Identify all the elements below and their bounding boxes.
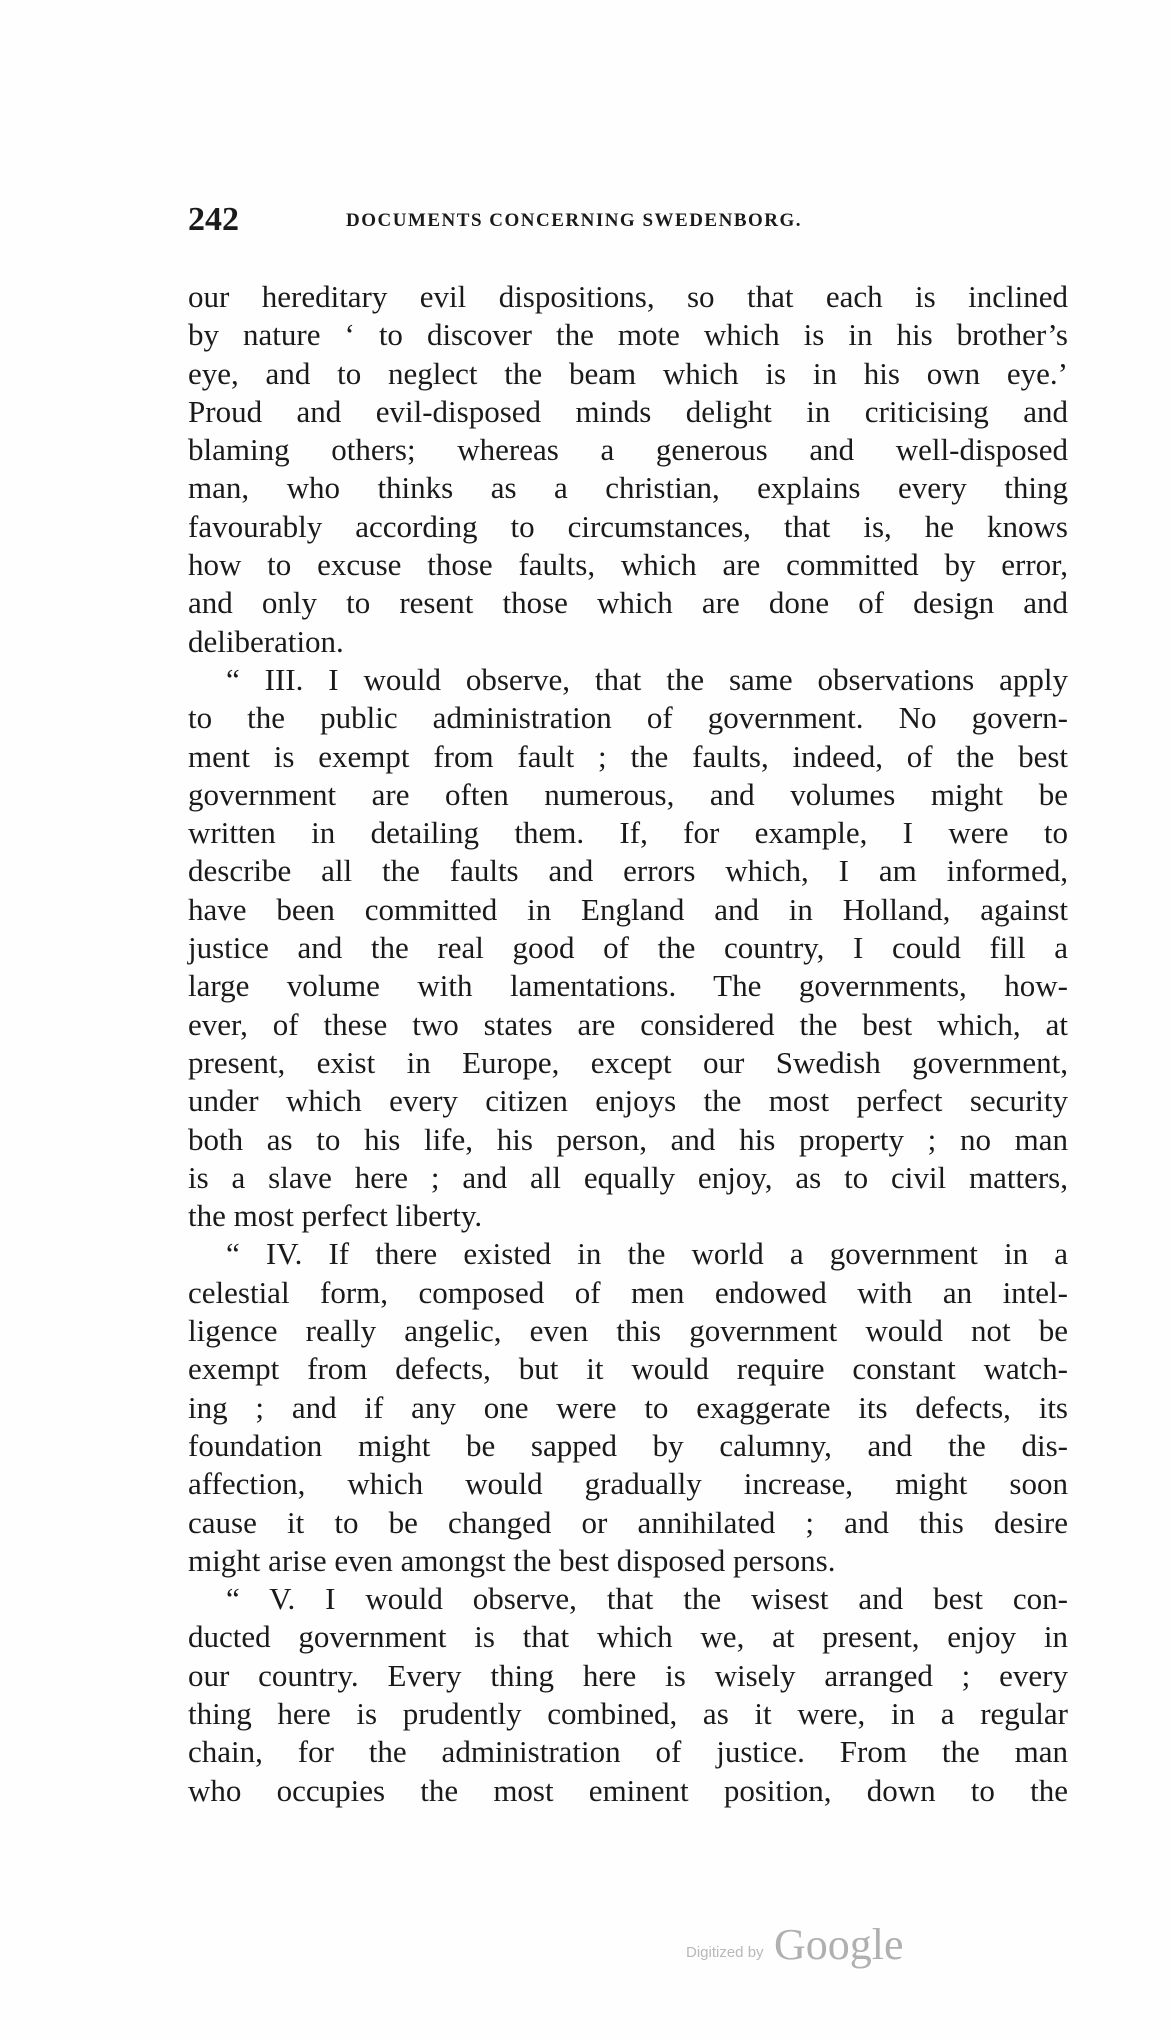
text-line: both as to his life, his person, and his property ; no man xyxy=(188,1121,1068,1157)
text-line: describe all the faults and errors which, I am informed, xyxy=(188,853,1068,889)
text-line: ment is exempt from fault ; the faults, indeed, of the best xyxy=(188,738,1068,774)
page-number: 242 xyxy=(188,201,239,238)
text-line: deliberation. xyxy=(188,623,344,659)
text-line: and only to resent those which are done of design and xyxy=(188,585,1068,621)
text-line: ever, of these two states are considered the best which, at xyxy=(188,1006,1068,1042)
body-text xyxy=(188,278,1068,1810)
text-line: affection, which would gradually increase, might soon xyxy=(188,1466,1068,1502)
text-line: justice and the real good of the country, I could fill a xyxy=(188,930,1068,966)
text-line: to the public administration of government. No govern- xyxy=(188,700,1068,736)
text-line: favourably according to circumstances, that is, he knows xyxy=(188,508,1068,544)
digitized-watermark xyxy=(686,1920,946,1980)
text-line: under which every citizen enjoys the most perfect security xyxy=(188,1083,1068,1119)
text-line: have been committed in England and in Holland, against xyxy=(188,891,1068,927)
text-line: exempt from defects, but it would require constant watch- xyxy=(188,1351,1068,1387)
text-line: large volume with lamentations. The governments, how- xyxy=(188,968,1068,1004)
text-line: “ III. I would observe, that the same observations apply xyxy=(226,661,1068,697)
text-line: ligence really angelic, even this government would not be xyxy=(188,1313,1068,1349)
text-line: blaming others; whereas a generous and well-disposed xyxy=(188,432,1068,468)
running-title: DOCUMENTS CONCERNING SWEDENBORG. xyxy=(346,210,803,231)
text-line: “ V. I would observe, that the wisest and best con- xyxy=(226,1581,1068,1617)
text-line: present, exist in Europe, except our Swedish government, xyxy=(188,1044,1068,1080)
text-line: foundation might be sapped by calumny, and the dis- xyxy=(188,1427,1068,1463)
text-line: ing ; and if any one were to exaggerate its defects, its xyxy=(188,1389,1068,1425)
text-line: thing here is prudently combined, as it were, in a regular xyxy=(188,1695,1068,1731)
text-line: is a slave here ; and all equally enjoy, as to civil matters, xyxy=(188,1159,1068,1195)
text-line: ducted government is that which we, at present, enjoy in xyxy=(188,1619,1068,1655)
text-line: how to excuse those faults, which are committed by error, xyxy=(188,547,1068,583)
text-line: written in detailing them. If, for example, I were to xyxy=(188,815,1068,851)
digitized-by-label: Digitized by xyxy=(686,1944,764,1961)
text-line: cause it to be changed or annihilated ; and this desire xyxy=(188,1504,1068,1540)
text-line: chain, for the administration of justice. From the man xyxy=(188,1734,1068,1770)
text-line: “ IV. If there existed in the world a government in a xyxy=(226,1236,1068,1272)
text-line: Proud and evil-disposed minds delight in criticising and xyxy=(188,393,1068,429)
running-head xyxy=(188,200,1068,240)
text-line: by nature ‘ to discover the mote which is in his brother’s xyxy=(188,317,1068,353)
text-line: our hereditary evil dispositions, so that each is inclined xyxy=(188,279,1068,314)
google-logo: Google xyxy=(774,1920,904,1969)
text-line: government are often numerous, and volumes might be xyxy=(188,776,1068,812)
text-line: might arise even amongst the best disposed persons. xyxy=(188,1542,836,1578)
text-line: eye, and to neglect the beam which is in his own eye.’ xyxy=(188,355,1068,391)
text-line: man, who thinks as a christian, explains every thing xyxy=(188,470,1068,506)
text-line: the most perfect liberty. xyxy=(188,1198,483,1234)
text-line: our country. Every thing here is wisely arranged ; every xyxy=(188,1657,1068,1693)
text-line: who occupies the most eminent position, down to the xyxy=(188,1772,1068,1808)
text-line: celestial form, composed of men endowed with an intel- xyxy=(188,1274,1068,1310)
